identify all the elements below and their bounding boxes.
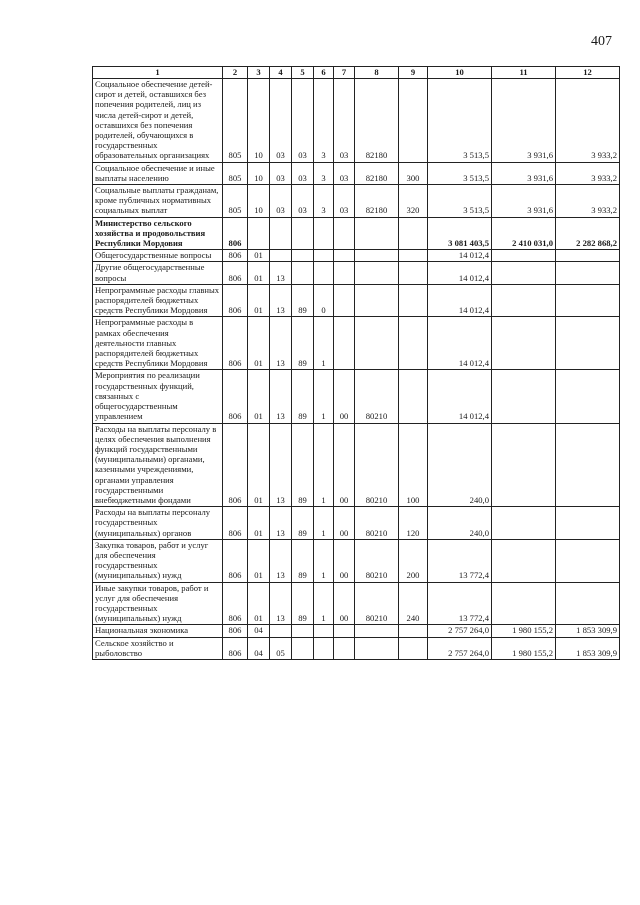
amount-year-2: 1 980 155,2 — [492, 625, 556, 637]
article-code — [355, 250, 399, 262]
amount-year-3: 2 282 868,2 — [556, 217, 620, 250]
direction-code: 00 — [334, 539, 355, 582]
kvsr-code: 806 — [223, 317, 248, 370]
row-name: Мероприятия по реализации государственных функций, связанных с общегосударственным управлением — [93, 370, 223, 423]
subprogram-code: 3 — [314, 185, 334, 218]
kvsr-code: 806 — [223, 637, 248, 659]
direction-code — [334, 284, 355, 317]
row-name: Общегосударственные вопросы — [93, 250, 223, 262]
expense-type-code: 120 — [399, 507, 428, 540]
column-header: 1 — [93, 67, 223, 79]
column-header: 9 — [399, 67, 428, 79]
subsection-code: 13 — [270, 284, 292, 317]
subprogram-code: 1 — [314, 582, 334, 625]
amount-year-1: 14 012,4 — [428, 284, 492, 317]
amount-year-1: 3 513,5 — [428, 79, 492, 163]
amount-year-3 — [556, 250, 620, 262]
direction-code — [334, 217, 355, 250]
expense-type-code — [399, 79, 428, 163]
direction-code: 00 — [334, 423, 355, 507]
subprogram-code: 1 — [314, 317, 334, 370]
amount-year-2: 3 931,6 — [492, 162, 556, 184]
expense-type-code — [399, 250, 428, 262]
row-name: Национальная экономика — [93, 625, 223, 637]
subprogram-code: 1 — [314, 370, 334, 423]
program-code: 03 — [292, 185, 314, 218]
table-row — [93, 507, 620, 540]
amount-year-2 — [492, 284, 556, 317]
table-header-row — [93, 67, 620, 79]
article-code: 82180 — [355, 162, 399, 184]
program-code — [292, 625, 314, 637]
table-row — [93, 250, 620, 262]
article-code: 80210 — [355, 582, 399, 625]
column-header: 6 — [314, 67, 334, 79]
subsection-code: 03 — [270, 185, 292, 218]
article-code — [355, 317, 399, 370]
expense-type-code — [399, 284, 428, 317]
amount-year-1: 2 757 264,0 — [428, 637, 492, 659]
subsection-code: 03 — [270, 79, 292, 163]
table-row — [93, 217, 620, 250]
program-code: 89 — [292, 284, 314, 317]
amount-year-1: 3 513,5 — [428, 185, 492, 218]
row-name: Непрограммные расходы главных распорядителей бюджетных средств Республики Мордовия — [93, 284, 223, 317]
amount-year-3 — [556, 262, 620, 284]
program-code — [292, 637, 314, 659]
column-header: 12 — [556, 67, 620, 79]
article-code — [355, 284, 399, 317]
subprogram-code: 1 — [314, 507, 334, 540]
amount-year-1: 13 772,4 — [428, 582, 492, 625]
subsection-code: 13 — [270, 539, 292, 582]
article-code: 82180 — [355, 185, 399, 218]
kvsr-code: 806 — [223, 582, 248, 625]
row-name: Сельское хозяйство и рыболовство — [93, 637, 223, 659]
kvsr-code: 806 — [223, 262, 248, 284]
row-name: Другие общегосударственные вопросы — [93, 262, 223, 284]
kvsr-code: 805 — [223, 162, 248, 184]
row-name: Социальные выплаты гражданам, кроме публичных нормативных социальных выплат — [93, 185, 223, 218]
direction-code — [334, 625, 355, 637]
kvsr-code: 806 — [223, 217, 248, 250]
subprogram-code — [314, 262, 334, 284]
column-header: 7 — [334, 67, 355, 79]
article-code — [355, 625, 399, 637]
section-code: 10 — [248, 79, 270, 163]
row-name: Социальное обеспечение детей-сирот и детей, оставшихся без попечения родителей, лиц из числа детей-сирот и детей, оставшихся без попечения родителей, обучающихся в государственных образовательных организациях — [93, 79, 223, 163]
kvsr-code: 806 — [223, 625, 248, 637]
program-code: 89 — [292, 539, 314, 582]
kvsr-code: 806 — [223, 539, 248, 582]
amount-year-3 — [556, 539, 620, 582]
direction-code: 03 — [334, 162, 355, 184]
amount-year-3 — [556, 370, 620, 423]
expense-type-code — [399, 370, 428, 423]
subsection-code: 13 — [270, 507, 292, 540]
subprogram-code: 1 — [314, 423, 334, 507]
column-header: 8 — [355, 67, 399, 79]
expense-type-code — [399, 637, 428, 659]
expense-type-code — [399, 217, 428, 250]
article-code — [355, 262, 399, 284]
amount-year-1: 240,0 — [428, 507, 492, 540]
subsection-code — [270, 217, 292, 250]
amount-year-2 — [492, 582, 556, 625]
program-code: 89 — [292, 507, 314, 540]
section-code: 01 — [248, 507, 270, 540]
row-name: Расходы на выплаты персоналу государственных (муниципальных) органов — [93, 507, 223, 540]
table-body — [93, 79, 620, 660]
kvsr-code: 805 — [223, 79, 248, 163]
amount-year-3 — [556, 423, 620, 507]
row-name: Расходы на выплаты персоналу в целях обеспечения выполнения функций государственными (муниципальными) органами, казенными учреждениями, органами управления государственными внебюджетными фондами — [93, 423, 223, 507]
amount-year-1: 3 513,5 — [428, 162, 492, 184]
amount-year-1: 2 757 264,0 — [428, 625, 492, 637]
expense-type-code — [399, 625, 428, 637]
direction-code — [334, 317, 355, 370]
amount-year-2 — [492, 507, 556, 540]
table-row — [93, 539, 620, 582]
page-number: 407 — [591, 34, 612, 49]
row-name: Непрограммные расходы в рамках обеспечения деятельности главных распорядителей бюджетных средств Республики Мордовия — [93, 317, 223, 370]
amount-year-2 — [492, 250, 556, 262]
program-code: 03 — [292, 79, 314, 163]
section-code — [248, 217, 270, 250]
amount-year-2: 3 931,6 — [492, 79, 556, 163]
expense-type-code: 240 — [399, 582, 428, 625]
amount-year-2: 1 980 155,2 — [492, 637, 556, 659]
direction-code — [334, 262, 355, 284]
column-header: 2 — [223, 67, 248, 79]
article-code: 80210 — [355, 539, 399, 582]
table-row — [93, 637, 620, 659]
section-code: 01 — [248, 317, 270, 370]
table-row — [93, 284, 620, 317]
article-code — [355, 637, 399, 659]
program-code — [292, 250, 314, 262]
budget-table — [92, 66, 620, 660]
table-row — [93, 625, 620, 637]
kvsr-code: 806 — [223, 370, 248, 423]
subprogram-code — [314, 637, 334, 659]
amount-year-2 — [492, 539, 556, 582]
column-header: 4 — [270, 67, 292, 79]
section-code: 10 — [248, 162, 270, 184]
subprogram-code: 3 — [314, 162, 334, 184]
table-row — [93, 262, 620, 284]
amount-year-1: 14 012,4 — [428, 317, 492, 370]
amount-year-3: 1 853 309,9 — [556, 637, 620, 659]
amount-year-2: 3 931,6 — [492, 185, 556, 218]
subsection-code: 03 — [270, 162, 292, 184]
section-code: 01 — [248, 250, 270, 262]
program-code — [292, 217, 314, 250]
amount-year-3 — [556, 284, 620, 317]
row-name: Социальное обеспечение и иные выплаты населению — [93, 162, 223, 184]
table-row — [93, 370, 620, 423]
direction-code: 03 — [334, 79, 355, 163]
direction-code: 00 — [334, 507, 355, 540]
column-header: 10 — [428, 67, 492, 79]
section-code: 04 — [248, 637, 270, 659]
amount-year-1: 3 081 403,5 — [428, 217, 492, 250]
subprogram-code: 1 — [314, 539, 334, 582]
column-header: 3 — [248, 67, 270, 79]
amount-year-3 — [556, 582, 620, 625]
article-code: 80210 — [355, 507, 399, 540]
direction-code — [334, 250, 355, 262]
amount-year-2 — [492, 423, 556, 507]
article-code: 80210 — [355, 370, 399, 423]
expense-type-code: 100 — [399, 423, 428, 507]
table-row — [93, 79, 620, 163]
program-code: 89 — [292, 582, 314, 625]
amount-year-1: 240,0 — [428, 423, 492, 507]
table-row — [93, 423, 620, 507]
amount-year-3: 1 853 309,9 — [556, 625, 620, 637]
table-row — [93, 582, 620, 625]
program-code — [292, 262, 314, 284]
subprogram-code — [314, 217, 334, 250]
amount-year-3: 3 933,2 — [556, 162, 620, 184]
section-code: 01 — [248, 284, 270, 317]
table-row — [93, 162, 620, 184]
expense-type-code — [399, 262, 428, 284]
row-name: Министерство сельского хозяйства и продовольствия Республики Мордовия — [93, 217, 223, 250]
amount-year-1: 14 012,4 — [428, 262, 492, 284]
subsection-code — [270, 625, 292, 637]
row-name: Иные закупки товаров, работ и услуг для обеспечения государственных (муниципальных) нужд — [93, 582, 223, 625]
subsection-code: 13 — [270, 423, 292, 507]
subprogram-code — [314, 625, 334, 637]
section-code: 10 — [248, 185, 270, 218]
direction-code — [334, 637, 355, 659]
program-code: 89 — [292, 370, 314, 423]
program-code: 89 — [292, 317, 314, 370]
column-header: 11 — [492, 67, 556, 79]
subprogram-code: 0 — [314, 284, 334, 317]
kvsr-code: 806 — [223, 284, 248, 317]
direction-code: 00 — [334, 370, 355, 423]
article-code — [355, 217, 399, 250]
expense-type-code: 300 — [399, 162, 428, 184]
amount-year-3 — [556, 507, 620, 540]
section-code: 01 — [248, 539, 270, 582]
row-name: Закупка товаров, работ и услуг для обеспечения государственных (муниципальных) нужд — [93, 539, 223, 582]
subprogram-code: 3 — [314, 79, 334, 163]
amount-year-2 — [492, 262, 556, 284]
subsection-code: 13 — [270, 317, 292, 370]
section-code: 01 — [248, 423, 270, 507]
amount-year-2: 2 410 031,0 — [492, 217, 556, 250]
section-code: 01 — [248, 370, 270, 423]
subsection-code: 05 — [270, 637, 292, 659]
direction-code: 00 — [334, 582, 355, 625]
subsection-code: 13 — [270, 262, 292, 284]
amount-year-3: 3 933,2 — [556, 79, 620, 163]
table-row — [93, 185, 620, 218]
amount-year-3 — [556, 317, 620, 370]
program-code: 03 — [292, 162, 314, 184]
kvsr-code: 806 — [223, 250, 248, 262]
amount-year-1: 14 012,4 — [428, 250, 492, 262]
section-code: 01 — [248, 262, 270, 284]
subsection-code — [270, 250, 292, 262]
column-header: 5 — [292, 67, 314, 79]
kvsr-code: 805 — [223, 185, 248, 218]
subsection-code: 13 — [270, 370, 292, 423]
amount-year-1: 14 012,4 — [428, 370, 492, 423]
section-code: 01 — [248, 582, 270, 625]
expense-type-code — [399, 317, 428, 370]
amount-year-3: 3 933,2 — [556, 185, 620, 218]
subprogram-code — [314, 250, 334, 262]
expense-type-code: 200 — [399, 539, 428, 582]
kvsr-code: 806 — [223, 507, 248, 540]
table-row — [93, 317, 620, 370]
article-code: 80210 — [355, 423, 399, 507]
subsection-code: 13 — [270, 582, 292, 625]
amount-year-1: 13 772,4 — [428, 539, 492, 582]
amount-year-2 — [492, 317, 556, 370]
amount-year-2 — [492, 370, 556, 423]
program-code: 89 — [292, 423, 314, 507]
direction-code: 03 — [334, 185, 355, 218]
section-code: 04 — [248, 625, 270, 637]
kvsr-code: 806 — [223, 423, 248, 507]
article-code: 82180 — [355, 79, 399, 163]
expense-type-code: 320 — [399, 185, 428, 218]
